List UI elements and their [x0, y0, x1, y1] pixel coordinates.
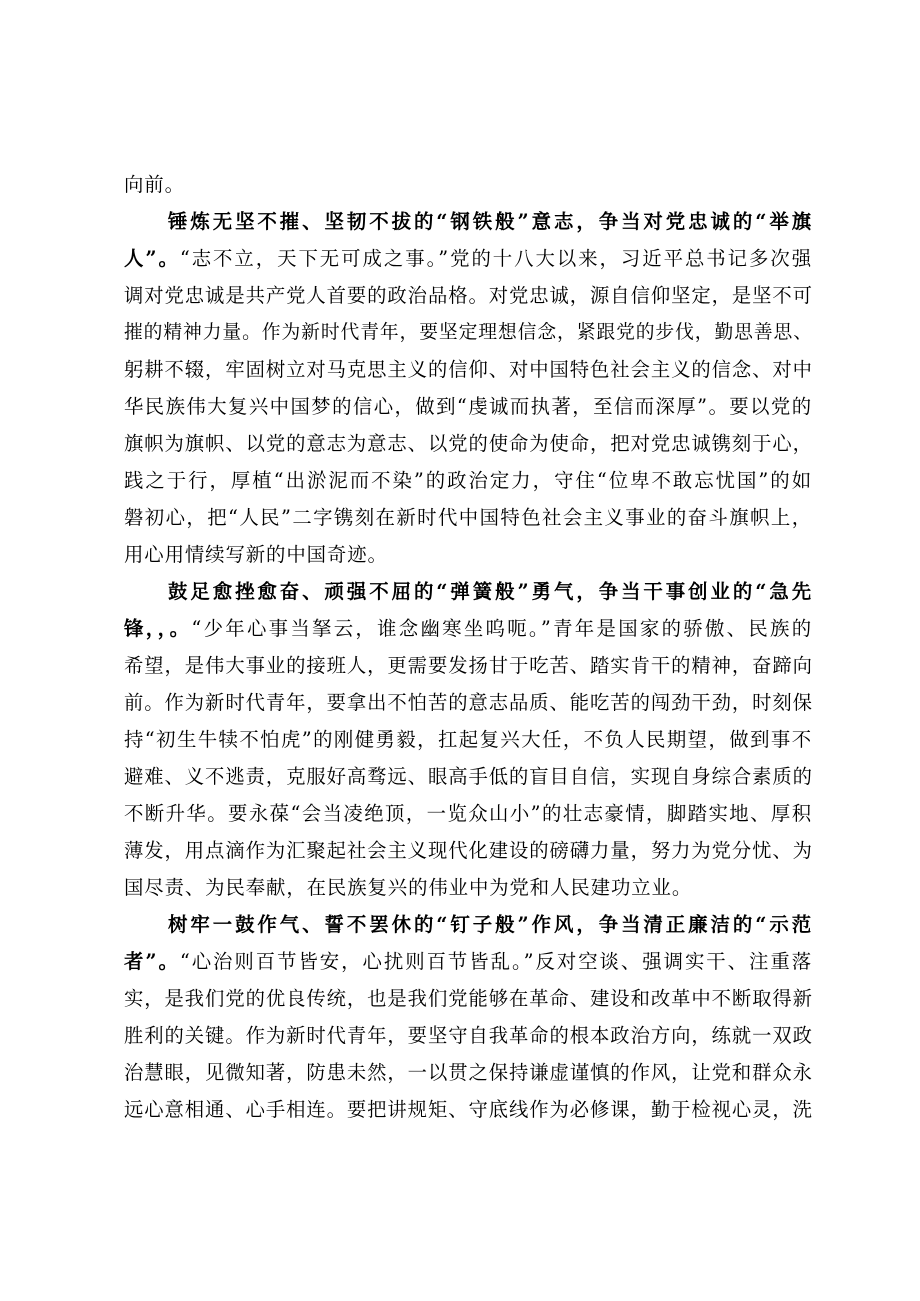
text-line	[124, 1017, 812, 1054]
text-line	[124, 795, 812, 832]
document-body	[124, 166, 812, 1128]
body-text: 磐初心，把“人民”二字镌刻在新时代中国特色社会主义事业的奋斗旗帜上，	[124, 506, 812, 529]
text-line	[124, 573, 812, 610]
body-text: “少年心事当拏云，谁念幽寒坐呜呃。”青年是国家的骄傲、民族的	[191, 617, 812, 640]
section-heading-text: 锋，，。	[124, 617, 192, 640]
body-text: 治慧眼，见微知著，防患未然，一以贯之保持谦虚谨慎的作风，让党和群众永	[124, 1061, 812, 1084]
text-line	[124, 536, 812, 573]
text-line	[124, 906, 812, 943]
body-text: 践之于行，厚植“出淤泥而不染”的政治定力，守住“位卑不敢忘忧国”的如	[124, 469, 812, 492]
body-text: 国尽责、为民奉献，在民族复兴的伟业中为党和人民建功立业。	[124, 876, 693, 899]
text-line	[124, 647, 812, 684]
text-line	[124, 758, 812, 795]
text-line	[124, 721, 812, 758]
body-text: 实，是我们党的优良传统，也是我们党能够在革命、建设和改革中不断取得新	[124, 987, 812, 1010]
body-text: 不断升华。要永葆“会当凌绝顶，一览众山小”的壮志豪情，脚踏实地、厚积	[124, 802, 812, 825]
text-line	[124, 462, 812, 499]
section-heading-text: 者”。	[124, 950, 180, 973]
text-line	[124, 1054, 812, 1091]
body-text: 用心用情续写新的中国奇迹。	[124, 543, 388, 566]
text-line	[124, 610, 812, 647]
text-line	[124, 684, 812, 721]
text-line	[124, 277, 812, 314]
body-text: 躬耕不辍，牢固树立对马克思主义的信仰、对中国特色社会主义的信念、对中	[124, 358, 812, 381]
text-line	[124, 980, 812, 1017]
text-line	[124, 203, 812, 240]
text-line	[124, 832, 812, 869]
section-heading-text: 鼓足愈挫愈奋、顽强不屈的“弹簧般”勇气，争当干事创业的“急先	[168, 580, 812, 603]
body-text: 向前。	[124, 173, 185, 196]
text-line	[124, 943, 812, 980]
body-text: 避难、义不逃责，克服好高骛远、眼高手低的盲目自信，实现自身综合素质的	[124, 765, 812, 788]
text-line	[124, 1091, 812, 1128]
section-heading-text: 树牢一鼓作气、誓不罢休的“钉子般”作风，争当清正廉洁的“示范	[168, 913, 812, 936]
text-line	[124, 425, 812, 462]
text-line	[124, 240, 812, 277]
body-text: “志不立，天下无可成之事。”党的十八大以来，习近平总书记多次强	[179, 247, 812, 270]
text-line	[124, 499, 812, 536]
section-heading-text: 人”。	[124, 247, 180, 270]
text-line	[124, 869, 812, 906]
section-heading-text: 锤炼无坚不摧、坚韧不拔的“钢铁般”意志，争当对党忠诚的“举旗	[168, 210, 812, 233]
body-text: 摧的精神力量。作为新时代青年，要坚定理想信念，紧跟党的步伐，勤思善思、	[124, 322, 812, 343]
text-line	[124, 314, 812, 351]
body-text: 调对党忠诚是共产党人首要的政治品格。对党忠诚，源自信仰坚定，是坚不可	[124, 284, 812, 307]
body-text: 持“初生牛犊不怕虎”的刚健勇毅，扛起复兴大任，不负人民期望，做到事不	[124, 728, 812, 751]
text-line	[124, 351, 812, 388]
text-line	[124, 388, 812, 425]
body-text: 薄发，用点滴作为汇聚起社会主义现代化建设的磅礴力量，努力为党分忧、为	[124, 839, 812, 862]
body-text: 华民族伟大复兴中国梦的信心，做到“虔诚而执著，至信而深厚”。要以党的	[124, 395, 812, 418]
body-text: 胜利的关键。作为新时代青年，要坚守自我革命的根本政治方向，练就一双政	[124, 1024, 812, 1047]
body-text: 希望，是伟大事业的接班人，更需要发扬甘于吃苦、踏实肯干的精神，奋蹄向	[124, 654, 812, 677]
body-text: 旗帜为旗帜、以党的意志为意志、以党的使命为使命，把对党忠诚镌刻于心，	[124, 432, 812, 455]
body-text: 前。作为新时代青年，要拿出不怕苦的意志品质、能吃苦的闯劲干劲，时刻保	[124, 691, 812, 714]
body-text: “心治则百节皆安，心扰则百节皆乱。”反对空谈、强调实干、注重落	[179, 950, 812, 973]
text-line	[124, 166, 812, 203]
body-text: 远心意相通、心手相连。要把讲规矩、守底线作为必修课，勤于检视心灵，洗	[124, 1098, 812, 1121]
